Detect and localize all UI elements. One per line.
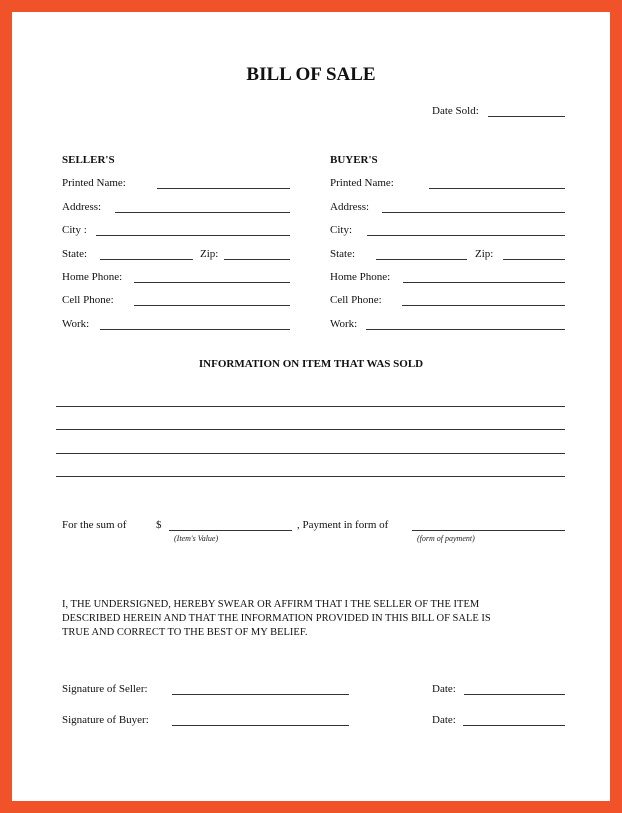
item-info-heading: INFORMATION ON ITEM THAT WAS SOLD	[198, 358, 424, 370]
seller-work-label: Work:	[62, 318, 90, 330]
affirmation-line-2: DESCRIBED HEREIN AND THAT THE INFORMATION PROVIDED IN THIS BILL OF SALE IS	[62, 613, 491, 624]
buyer-signature-field[interactable]	[172, 725, 349, 726]
seller-home-phone-label: Home Phone:	[62, 271, 123, 283]
buyer-state-field[interactable]	[376, 259, 467, 260]
item-value-caption: (Item's Value)	[174, 534, 219, 543]
buyer-signature-date-field[interactable]	[463, 725, 565, 726]
buyer-work-label: Work:	[330, 318, 358, 330]
buyer-home-phone-field[interactable]	[403, 282, 565, 283]
buyer-city-field[interactable]	[367, 235, 565, 236]
seller-work-field[interactable]	[100, 329, 290, 330]
buyer-city-label: City:	[330, 224, 353, 236]
affirmation-line-3: TRUE AND CORRECT TO THE BEST OF MY BELIEF.	[62, 627, 308, 638]
seller-signature-field[interactable]	[172, 694, 349, 695]
affirmation-line-1: I, THE UNDERSIGNED, HEREBY SWEAR OR AFFIRM THAT I THE SELLER OF THE ITEM	[62, 599, 480, 610]
page-title: BILL OF SALE	[246, 64, 376, 85]
payment-form-label: , Payment in form of	[297, 519, 389, 531]
seller-state-label: State:	[62, 248, 88, 260]
seller-city-label: City :	[62, 224, 87, 236]
seller-cell-phone-label: Cell Phone:	[62, 294, 114, 306]
date-sold-field[interactable]	[488, 116, 565, 117]
buyer-home-phone-label: Home Phone:	[330, 271, 391, 283]
buyer-state-label: State:	[330, 248, 356, 260]
seller-city-field[interactable]	[96, 235, 290, 236]
item-description-line-1[interactable]	[56, 406, 565, 407]
sum-label: For the sum of	[62, 519, 127, 531]
seller-signature-date-label: Date:	[432, 683, 456, 695]
seller-printed-name-field[interactable]	[157, 188, 290, 189]
seller-cell-phone-field[interactable]	[134, 305, 290, 306]
payment-form-caption: (form of payment)	[417, 534, 475, 543]
item-value-field[interactable]	[169, 530, 292, 531]
seller-home-phone-field[interactable]	[134, 282, 290, 283]
seller-state-field[interactable]	[100, 259, 193, 260]
currency-symbol: $	[156, 519, 162, 531]
buyer-address-field[interactable]	[382, 212, 565, 213]
buyer-work-field[interactable]	[366, 329, 565, 330]
seller-address-field[interactable]	[115, 212, 290, 213]
seller-address-label: Address:	[62, 201, 102, 213]
buyer-heading: BUYER'S	[330, 154, 378, 166]
buyer-signature-label: Signature of Buyer:	[62, 714, 149, 726]
payment-form-field[interactable]	[412, 530, 565, 531]
buyer-zip-label: Zip:	[475, 248, 494, 260]
seller-signature-date-field[interactable]	[464, 694, 565, 695]
buyer-signature-date-label: Date:	[432, 714, 456, 726]
buyer-cell-phone-label: Cell Phone:	[330, 294, 382, 306]
date-sold-label: Date Sold:	[432, 105, 479, 117]
item-description-line-2[interactable]	[56, 429, 565, 430]
seller-heading: SELLER'S	[62, 154, 115, 166]
seller-signature-label: Signature of Seller:	[62, 683, 148, 695]
seller-zip-label: Zip:	[200, 248, 219, 260]
buyer-printed-name-label: Printed Name:	[330, 177, 394, 189]
buyer-printed-name-field[interactable]	[429, 188, 565, 189]
buyer-cell-phone-field[interactable]	[402, 305, 565, 306]
item-description-line-3[interactable]	[56, 453, 565, 454]
buyer-address-label: Address:	[330, 201, 370, 213]
seller-zip-field[interactable]	[224, 259, 290, 260]
item-description-line-4[interactable]	[56, 476, 565, 477]
buyer-zip-field[interactable]	[503, 259, 565, 260]
bill-of-sale-page	[12, 12, 610, 801]
seller-printed-name-label: Printed Name:	[62, 177, 126, 189]
